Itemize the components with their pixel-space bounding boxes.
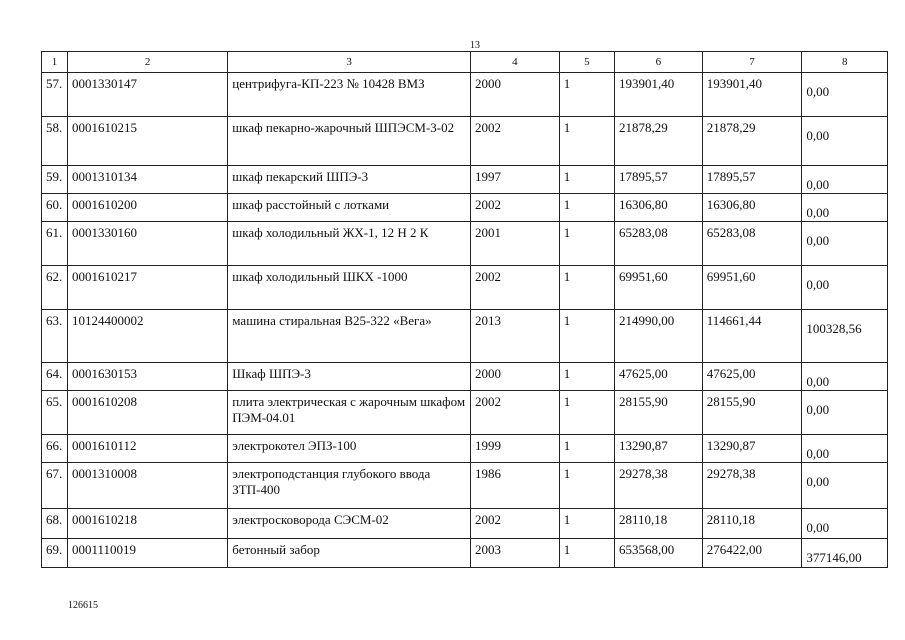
value-col7: 28155,90 (702, 391, 802, 435)
value-col8: 0,00 (802, 391, 888, 435)
value-col7: 28110,18 (702, 509, 802, 539)
quantity: 1 (559, 166, 614, 194)
value-col8: 0,00 (802, 509, 888, 539)
item-name: шкаф расстойный с лотками (228, 194, 471, 222)
inventory-code: 0001610218 (67, 509, 227, 539)
value-col6: 69951,60 (614, 266, 702, 310)
row-number: 61. (42, 222, 68, 266)
quantity: 1 (559, 509, 614, 539)
year: 2002 (470, 391, 559, 435)
value-col7: 69951,60 (702, 266, 802, 310)
value-col6: 21878,29 (614, 117, 702, 166)
inventory-code: 0001610208 (67, 391, 227, 435)
table-row (42, 509, 888, 539)
value-col8: 377146,00 (802, 539, 888, 568)
value-col7: 13290,87 (702, 435, 802, 463)
row-number: 59. (42, 166, 68, 194)
value-col6: 16306,80 (614, 194, 702, 222)
column-header: 2 (67, 52, 227, 73)
quantity: 1 (559, 194, 614, 222)
row-number: 68. (42, 509, 68, 539)
year: 2002 (470, 194, 559, 222)
quantity: 1 (559, 363, 614, 391)
column-number-row (42, 52, 888, 73)
inventory-code: 0001330160 (67, 222, 227, 266)
item-name: электрокотел ЭПЗ-100 (228, 435, 471, 463)
inventory-table (41, 51, 888, 568)
value-col6: 653568,00 (614, 539, 702, 568)
column-header: 5 (559, 52, 614, 73)
value-col8: 0,00 (802, 222, 888, 266)
column-header: 4 (470, 52, 559, 73)
quantity: 1 (559, 310, 614, 363)
item-name: бетонный забор (228, 539, 471, 568)
inventory-code: 0001310008 (67, 463, 227, 509)
quantity: 1 (559, 391, 614, 435)
year: 2001 (470, 222, 559, 266)
year: 1999 (470, 435, 559, 463)
row-number: 64. (42, 363, 68, 391)
inventory-code: 0001310134 (67, 166, 227, 194)
year: 2013 (470, 310, 559, 363)
row-number: 69. (42, 539, 68, 568)
inventory-code: 0001610112 (67, 435, 227, 463)
row-number: 58. (42, 117, 68, 166)
item-name: центрифуга-КП-223 № 10428 ВМЗ (228, 73, 471, 117)
page-number: 13 (470, 40, 480, 51)
quantity: 1 (559, 539, 614, 568)
year: 2000 (470, 363, 559, 391)
item-name: шкаф холодильный ШКХ -1000 (228, 266, 471, 310)
value-col6: 28110,18 (614, 509, 702, 539)
value-col6: 29278,38 (614, 463, 702, 509)
table-row (42, 539, 888, 568)
item-name: электроподстанция глубокого ввода ЗТП-400 (228, 463, 471, 509)
column-header: 6 (614, 52, 702, 73)
table-row (42, 73, 888, 117)
value-col7: 29278,38 (702, 463, 802, 509)
inventory-code: 0001610200 (67, 194, 227, 222)
table-row (42, 463, 888, 509)
value-col7: 17895,57 (702, 166, 802, 194)
year: 1986 (470, 463, 559, 509)
item-name: шкаф холодильный ЖХ-1, 12 Н 2 К (228, 222, 471, 266)
inventory-code: 0001630153 (67, 363, 227, 391)
quantity: 1 (559, 222, 614, 266)
quantity: 1 (559, 266, 614, 310)
inventory-code: 0001610215 (67, 117, 227, 166)
quantity: 1 (559, 117, 614, 166)
value-col6: 47625,00 (614, 363, 702, 391)
value-col7: 193901,40 (702, 73, 802, 117)
table-row (42, 310, 888, 363)
value-col7: 276422,00 (702, 539, 802, 568)
value-col7: 47625,00 (702, 363, 802, 391)
column-header: 1 (42, 52, 68, 73)
table-row (42, 266, 888, 310)
item-name: шкаф пекарский ШПЭ-3 (228, 166, 471, 194)
inventory-code: 0001110019 (67, 539, 227, 568)
table-row (42, 194, 888, 222)
item-name: Шкаф ШПЭ-3 (228, 363, 471, 391)
value-col6: 13290,87 (614, 435, 702, 463)
quantity: 1 (559, 73, 614, 117)
row-number: 62. (42, 266, 68, 310)
row-number: 57. (42, 73, 68, 117)
value-col7: 65283,08 (702, 222, 802, 266)
value-col6: 17895,57 (614, 166, 702, 194)
inventory-code: 10124400002 (67, 310, 227, 363)
item-name: электросковорода СЭСМ-02 (228, 509, 471, 539)
row-number: 67. (42, 463, 68, 509)
quantity: 1 (559, 435, 614, 463)
table-row (42, 222, 888, 266)
year: 2002 (470, 509, 559, 539)
value-col7: 114661,44 (702, 310, 802, 363)
row-number: 65. (42, 391, 68, 435)
value-col7: 16306,80 (702, 194, 802, 222)
item-name: плита электрическая с жарочным шкафом ПЭМ-04.01 (228, 391, 471, 435)
column-header: 8 (802, 52, 888, 73)
value-col8: 0,00 (802, 435, 888, 463)
row-number: 63. (42, 310, 68, 363)
value-col6: 214990,00 (614, 310, 702, 363)
row-number: 60. (42, 194, 68, 222)
table-row (42, 435, 888, 463)
value-col8: 0,00 (802, 117, 888, 166)
value-col6: 28155,90 (614, 391, 702, 435)
value-col8: 0,00 (802, 463, 888, 509)
inventory-code: 0001330147 (67, 73, 227, 117)
value-col7: 21878,29 (702, 117, 802, 166)
value-col8: 0,00 (802, 266, 888, 310)
value-col8: 0,00 (802, 194, 888, 222)
year: 2000 (470, 73, 559, 117)
table-row (42, 166, 888, 194)
value-col6: 193901,40 (614, 73, 702, 117)
document-code: 126615 (68, 600, 98, 611)
year: 2003 (470, 539, 559, 568)
column-header: 3 (228, 52, 471, 73)
value-col8: 0,00 (802, 363, 888, 391)
table-row (42, 117, 888, 166)
table-row (42, 363, 888, 391)
column-header: 7 (702, 52, 802, 73)
item-name: шкаф пекарно-жарочный ШПЭСМ-3-02 (228, 117, 471, 166)
quantity: 1 (559, 463, 614, 509)
inventory-code: 0001610217 (67, 266, 227, 310)
table-row (42, 391, 888, 435)
item-name: машина стиральная В25-322 «Вега» (228, 310, 471, 363)
value-col8: 0,00 (802, 73, 888, 117)
year: 2002 (470, 266, 559, 310)
value-col8: 100328,56 (802, 310, 888, 363)
year: 1997 (470, 166, 559, 194)
row-number: 66. (42, 435, 68, 463)
value-col8: 0,00 (802, 166, 888, 194)
year: 2002 (470, 117, 559, 166)
value-col6: 65283,08 (614, 222, 702, 266)
